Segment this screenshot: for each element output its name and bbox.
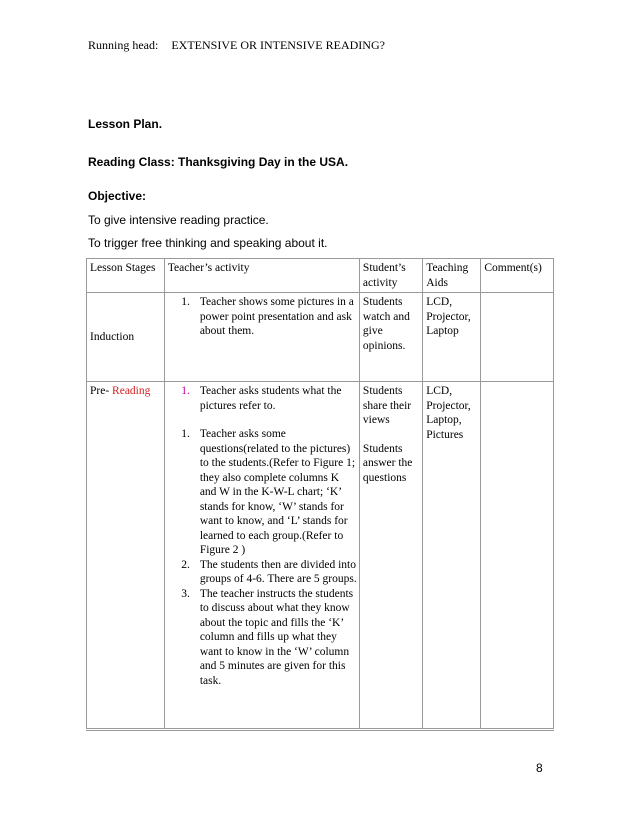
activity-number: 1. xyxy=(181,385,190,397)
teacher-activity-cell xyxy=(164,382,359,730)
header-lesson-stages: Lesson Stages xyxy=(87,259,165,293)
activity-number: 2. xyxy=(181,558,190,571)
objective-heading: Objective: xyxy=(88,189,147,203)
activity-item xyxy=(168,384,357,413)
table-row-pre-reading xyxy=(87,382,554,730)
activity-text: Teacher asks students what the pictures refer to. xyxy=(199,385,342,412)
running-head xyxy=(88,38,385,53)
student-activity-text: Students share their views xyxy=(362,385,412,426)
header-comments: Comment(s) xyxy=(481,259,554,293)
activity-item xyxy=(168,427,357,558)
activity-number: 1. xyxy=(181,296,190,308)
student-activity-text: Students answer the questions xyxy=(362,442,413,484)
stage-induction: Induction xyxy=(87,293,165,382)
activity-text: Teacher asks some questions(related to the pictures) to the students.(Refer to Figure 1; they also complete columns K and W in the K-W-L chart; ‘K’ stands for know, ‘W’ stands for want to know, and ‘L’ stands for learned to each group.(Refer to Figure 2 ) xyxy=(199,428,356,556)
stage-prefix: Pre- xyxy=(90,385,113,397)
running-head-label: Running head: xyxy=(88,38,159,52)
header-teaching-aids: Teaching Aids xyxy=(423,259,481,293)
header-students-activity: Student’s activity xyxy=(359,259,422,293)
list-spacer xyxy=(168,413,357,427)
comment-cell xyxy=(481,382,554,730)
lesson-plan-table xyxy=(86,258,554,731)
activity-item xyxy=(168,558,357,587)
teacher-activity-cell xyxy=(164,293,359,382)
student-activity-cell: Students watch and give opinions. xyxy=(359,293,422,382)
reading-class-heading: Reading Class: Thanksgiving Day in the USA. xyxy=(88,155,349,169)
lesson-plan-heading: Lesson Plan. xyxy=(88,117,163,131)
header-teachers-activity: Teacher’s activity xyxy=(164,259,359,293)
activity-item xyxy=(168,587,357,689)
comment-cell xyxy=(481,293,554,382)
stage-reading-word: Reading xyxy=(112,385,151,397)
activity-number: 1. xyxy=(181,428,190,440)
activity-text: The teacher instructs the students to discuss about what they know about the topic and fills the ‘K’ column and fills up what they want to know in the ‘W’ column and 5 minutes are given for this task. xyxy=(199,587,354,687)
stage-pre-reading xyxy=(87,382,165,730)
teaching-aids-cell: LCD, Projector, Laptop xyxy=(423,293,481,382)
student-activity-cell xyxy=(359,382,422,730)
activity-text: The students then are divided into groups of 4-6. There are 5 groups. xyxy=(199,558,357,585)
activity-item xyxy=(168,295,357,339)
table-header-row xyxy=(87,259,554,293)
running-head-title: EXTENSIVE OR INTENSIVE READING? xyxy=(171,38,385,52)
activity-number: 3. xyxy=(181,587,190,600)
page-number: 8 xyxy=(536,761,543,775)
teaching-aids-cell: LCD, Projector, Laptop, Pictures xyxy=(423,382,481,730)
activity-text: Teacher shows some pictures in a power point presentation and ask about them. xyxy=(199,296,354,337)
table-row-induction xyxy=(87,293,554,382)
objective-item: To trigger free thinking and speaking about it. xyxy=(88,236,328,250)
objective-item: To give intensive reading practice. xyxy=(88,213,269,227)
